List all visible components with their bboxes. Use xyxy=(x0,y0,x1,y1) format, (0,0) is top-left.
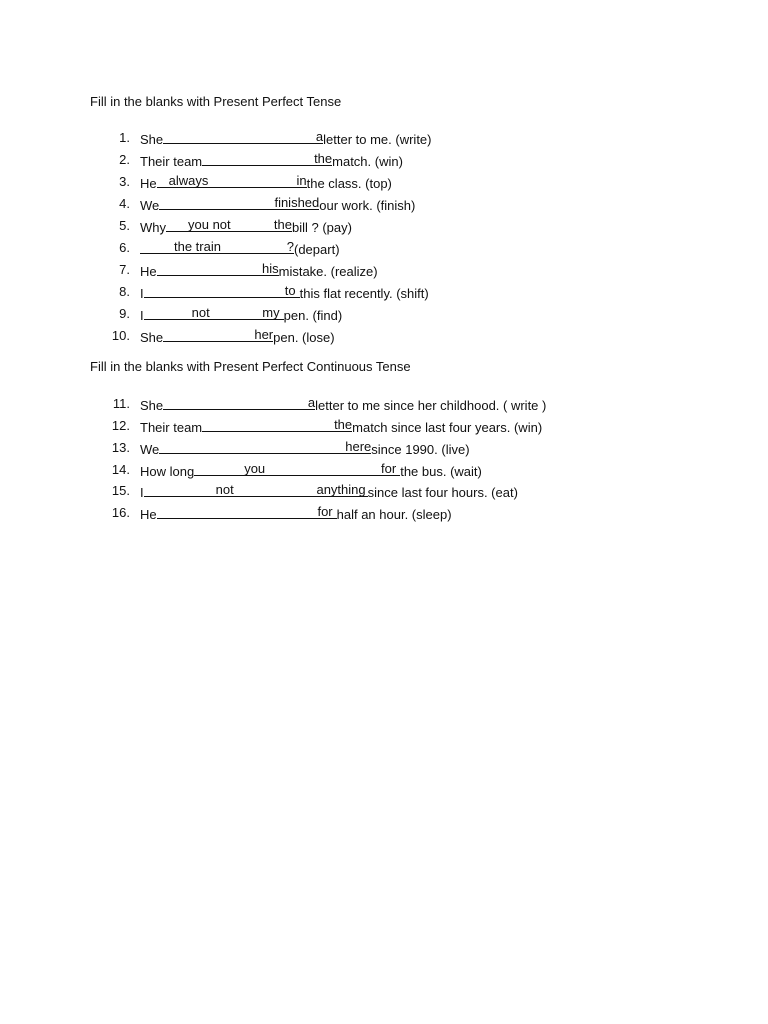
item-text-after: since last four hours. (eat) xyxy=(367,485,518,500)
answer-fill: you xyxy=(244,461,266,476)
section-heading-present-perfect-continuous: Fill in the blanks with Present Perfect Continuous Tense xyxy=(90,359,411,374)
item-text-after: the bus. (wait) xyxy=(400,464,482,479)
exercise-item-12 xyxy=(100,417,740,435)
item-number: 8. xyxy=(119,284,130,299)
answer-blank[interactable] xyxy=(163,129,323,144)
answer-fill: to xyxy=(284,283,296,298)
answer-blank[interactable] xyxy=(157,173,307,188)
answer-blank[interactable] xyxy=(157,261,279,276)
answer-fill: a xyxy=(307,395,316,410)
exercise-item-7 xyxy=(100,261,700,279)
item-text-after: our work. (finish) xyxy=(319,198,416,213)
answer-blank[interactable] xyxy=(159,439,371,454)
item-text-before: I xyxy=(140,308,144,323)
item-text-before: She xyxy=(140,398,164,413)
answer-fill: you not xyxy=(188,217,231,232)
answer-fill: ? xyxy=(286,239,294,254)
exercise-item-3 xyxy=(100,173,700,191)
answer-fill: my xyxy=(262,305,280,320)
answer-blank[interactable] xyxy=(140,239,294,254)
item-text-before: I xyxy=(140,286,144,301)
answer-blank[interactable] xyxy=(157,504,337,519)
answer-blank[interactable] xyxy=(144,482,368,497)
item-number: 4. xyxy=(119,196,130,211)
item-text-before: How long xyxy=(140,464,195,479)
answer-fill: his xyxy=(262,261,279,276)
exercise-item-1 xyxy=(100,129,700,147)
item-text-before: We xyxy=(140,442,160,457)
answer-blank[interactable] xyxy=(144,305,284,320)
item-number: 13. xyxy=(111,440,130,455)
item-text-before: He xyxy=(140,264,157,279)
answer-fill: always xyxy=(168,173,209,188)
item-number: 16. xyxy=(111,505,130,520)
exercise-item-9 xyxy=(100,305,700,323)
answer-fill: the xyxy=(314,151,333,166)
item-text-after: since 1990. (live) xyxy=(371,442,470,457)
item-number: 5. xyxy=(119,218,130,233)
answer-blank[interactable] xyxy=(163,327,273,342)
answer-blank[interactable] xyxy=(202,151,332,166)
item-text-before: He xyxy=(140,176,157,191)
item-number: 11. xyxy=(112,396,130,411)
answer-fill: here xyxy=(345,439,372,454)
item-text-after: half an hour. (sleep) xyxy=(336,507,452,522)
item-text-before: We xyxy=(140,198,160,213)
item-number: 7. xyxy=(119,262,130,277)
item-text-after: mistake. (realize) xyxy=(278,264,378,279)
exercise-item-13 xyxy=(100,439,740,457)
answer-fill: not xyxy=(215,482,234,497)
answer-fill: the xyxy=(334,417,353,432)
item-text-after: (depart) xyxy=(294,242,340,257)
exercise-item-14 xyxy=(100,461,740,479)
section-heading-present-perfect: Fill in the blanks with Present Perfect Tense xyxy=(90,94,342,109)
answer-fill: the xyxy=(273,217,292,232)
exercise-item-5 xyxy=(100,217,700,235)
exercise-item-8 xyxy=(100,283,700,301)
answer-fill: for xyxy=(381,461,397,476)
item-text-after: letter to me since her childhood. ( write ) xyxy=(315,398,547,413)
answer-blank[interactable] xyxy=(144,283,300,298)
item-number: 15. xyxy=(111,483,130,498)
item-text-before: Their team xyxy=(140,154,203,169)
item-text-after: letter to me. (write) xyxy=(323,132,432,147)
item-text-after: this flat recently. (shift) xyxy=(299,286,429,301)
answer-fill: the train xyxy=(174,239,221,254)
item-text-before: He xyxy=(140,507,157,522)
answer-fill: finished xyxy=(274,195,320,210)
answer-blank[interactable] xyxy=(166,217,292,232)
exercise-item-10 xyxy=(100,327,700,345)
item-number: 10. xyxy=(111,328,130,343)
answer-fill: not xyxy=(191,305,210,320)
item-text-after: pen. (lose) xyxy=(273,330,335,345)
item-number: 6. xyxy=(119,240,130,255)
item-number: 14. xyxy=(111,462,130,477)
item-text-after: match since last four years. (win) xyxy=(352,420,543,435)
item-text-before: Their team xyxy=(140,420,203,435)
item-text-before: She xyxy=(140,330,164,345)
answer-blank[interactable] xyxy=(202,417,352,432)
answer-fill: for xyxy=(317,504,333,519)
item-text-before: I xyxy=(140,485,144,500)
item-number: 9. xyxy=(119,306,130,321)
answer-fill: a xyxy=(315,129,324,144)
exercise-item-4 xyxy=(100,195,700,213)
item-text-after: pen. (find) xyxy=(283,308,343,323)
item-text-before: She xyxy=(140,132,164,147)
answer-fill: anything xyxy=(316,482,366,497)
item-text-after: the class. (top) xyxy=(306,176,392,191)
exercise-item-6 xyxy=(100,239,700,257)
item-number: 2. xyxy=(119,152,130,167)
answer-fill: in xyxy=(296,173,307,188)
exercise-item-2 xyxy=(100,151,700,169)
item-text-before: Why xyxy=(140,220,166,235)
exercise-item-11 xyxy=(100,395,740,413)
item-text-after: match. (win) xyxy=(332,154,403,169)
answer-blank[interactable] xyxy=(163,395,315,410)
answer-fill: her xyxy=(254,327,274,342)
answer-blank[interactable] xyxy=(159,195,319,210)
item-number: 3. xyxy=(119,174,130,189)
item-number: 12. xyxy=(111,418,130,433)
item-number: 1. xyxy=(119,130,130,145)
exercise-item-15 xyxy=(100,482,740,500)
item-text-after: bill ? (pay) xyxy=(292,220,352,235)
exercise-item-16 xyxy=(100,504,740,522)
answer-blank[interactable] xyxy=(194,461,400,476)
